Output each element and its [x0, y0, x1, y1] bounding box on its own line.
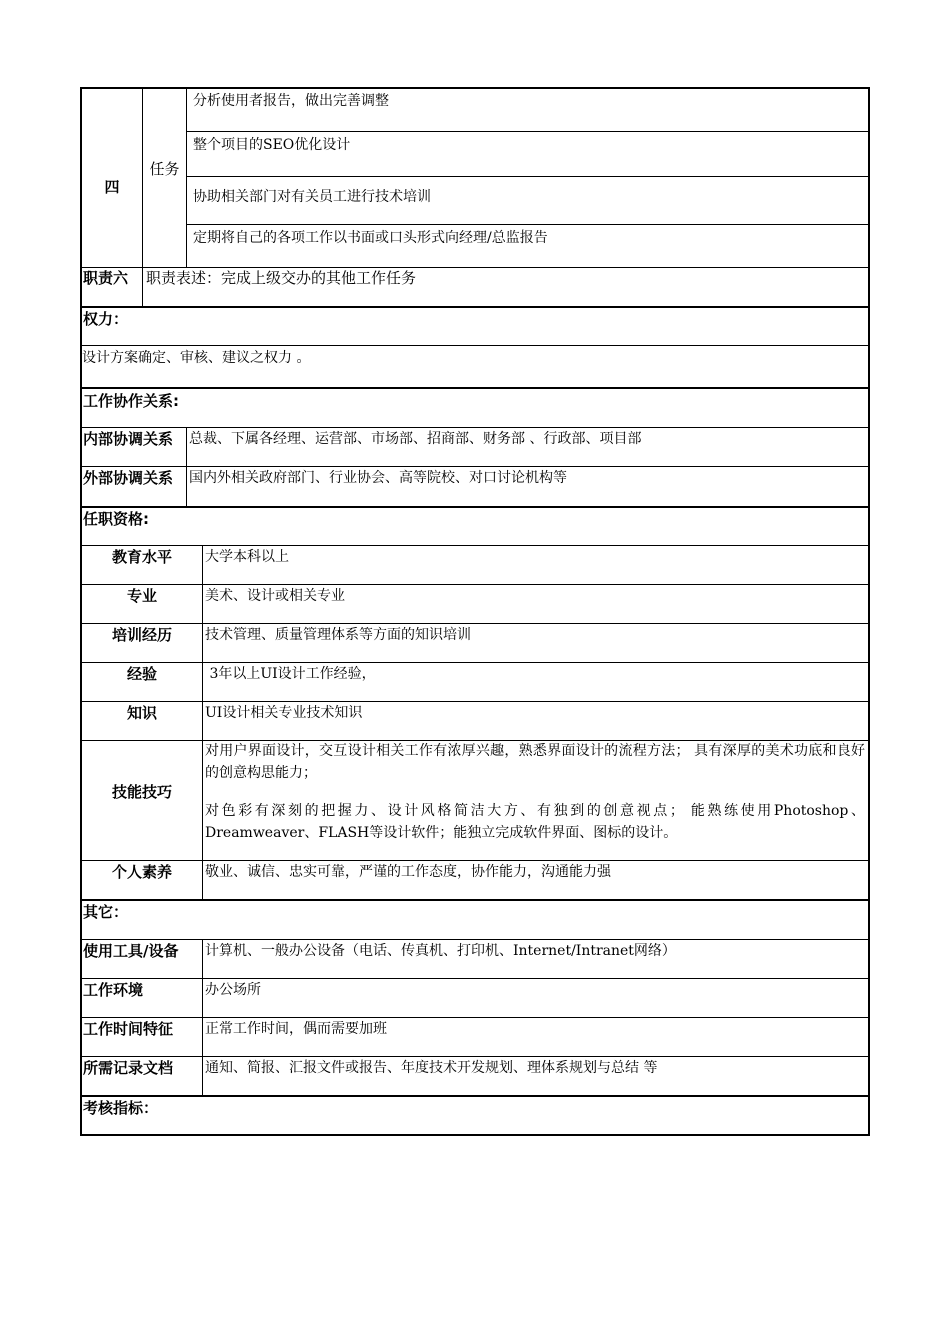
qual-value: 美术、设计或相关专业 — [205, 588, 345, 604]
section-number: 四 — [104, 178, 120, 196]
row-divider — [80, 466, 870, 467]
personal-value: 敬业、诚信、忠实可靠，严谨的工作态度，协作能力，沟通能力强 — [205, 864, 611, 880]
personal-label: 个人素养 — [111, 863, 172, 881]
external-text: 国内外相关政府部门、行业协会、高等院校、对口讨论机构等 — [189, 470, 567, 486]
row-divider — [80, 1017, 870, 1018]
row-divider — [80, 860, 870, 861]
row-divider — [80, 306, 870, 308]
row-divider — [80, 1056, 870, 1057]
qual-label: 知识 — [126, 704, 157, 722]
qualifications-header: 任职资格: — [83, 510, 149, 528]
row-divider — [80, 623, 870, 624]
row-divider — [80, 345, 870, 346]
task-item: 分析使用者报告，做出完善调整 — [193, 93, 389, 109]
row-divider — [186, 131, 870, 132]
row-divider — [80, 1095, 870, 1097]
duty6-text: 职责表述：完成上级交办的其他工作任务 — [146, 269, 417, 287]
others-header: 其它： — [83, 903, 129, 921]
row-divider — [80, 662, 870, 663]
others-label: 工作时间特征 — [83, 1020, 174, 1038]
kpi-header: 考核指标： — [83, 1099, 159, 1117]
others-value: 通知、简报、汇报文件或报告、年度技术开发规划、理体系规划与总结 等 — [205, 1060, 658, 1076]
others-label: 工作环境 — [83, 981, 144, 999]
row-divider — [80, 87, 870, 89]
row-divider — [186, 176, 870, 177]
row-divider — [80, 978, 870, 979]
row-divider — [80, 506, 870, 508]
others-value: 正常工作时间，偶而需要加班 — [205, 1021, 387, 1037]
internal-text: 总裁、下属各经理、运营部、市场部、招商部、财务部 、行政部、项目部 — [189, 431, 642, 447]
duty6-label: 职责六 — [83, 269, 129, 287]
authority-text: 设计方案确定、审核、建议之权力 。 — [82, 350, 311, 366]
task-label: 任务 — [149, 160, 180, 178]
qual-value: 大学本科以上 — [205, 549, 289, 565]
row-divider — [80, 939, 870, 940]
task-item: 定期将自己的各项工作以书面或口头形式向经理/总监报告 — [193, 230, 548, 246]
others-label: 所需记录文档 — [83, 1059, 174, 1077]
qual-value: 技术管理、质量管理体系等方面的知识培训 — [205, 627, 471, 643]
row-divider — [80, 427, 870, 428]
skills-paragraph: 对色彩有深刻的把握力、设计风格简洁大方、有独到的创意视点； 能熟练使用Photoshop、Dreamweaver、FLASH等设计软件；能独立完成软件界面、图标的设计。 — [205, 803, 865, 841]
row-divider — [186, 224, 870, 225]
table-bottom-border — [80, 1134, 870, 1136]
col-divider — [186, 87, 187, 267]
qual-label: 专业 — [126, 587, 157, 605]
row-divider — [80, 545, 870, 546]
row-divider — [80, 387, 870, 389]
row-divider — [80, 584, 870, 585]
task-item: 协助相关部门对有关员工进行技术培训 — [193, 189, 431, 205]
skills-paragraph: 对用户界面设计，交互设计相关工作有浓厚兴趣，熟悉界面设计的流程方法； 具有深厚的美术功底和良好的创意构思能力； — [205, 743, 865, 781]
row-divider — [80, 701, 870, 702]
cooperation-header: 工作协作关系: — [83, 392, 179, 410]
task-item: 整个项目的SEO优化设计 — [193, 137, 351, 153]
qual-label: 经验 — [126, 665, 157, 683]
internal-label: 内部协调关系 — [83, 430, 174, 448]
qual-label: 教育水平 — [111, 548, 172, 566]
others-value: 计算机、一般办公设备（电话、传真机、打印机、Internet/Intranet网络） — [205, 943, 676, 959]
col-divider — [142, 267, 143, 306]
skills-label: 技能技巧 — [111, 783, 172, 801]
qual-value: 3年以上UI设计工作经验， — [205, 666, 376, 682]
col-divider — [202, 545, 203, 899]
external-label: 外部协调关系 — [83, 469, 174, 487]
others-value: 办公场所 — [205, 982, 261, 998]
authority-header: 权力： — [83, 310, 129, 328]
qual-value: UI设计相关专业技术知识 — [205, 705, 363, 721]
others-label: 使用工具/设备 — [83, 942, 179, 960]
qual-label: 培训经历 — [111, 626, 172, 644]
row-divider — [80, 899, 870, 901]
